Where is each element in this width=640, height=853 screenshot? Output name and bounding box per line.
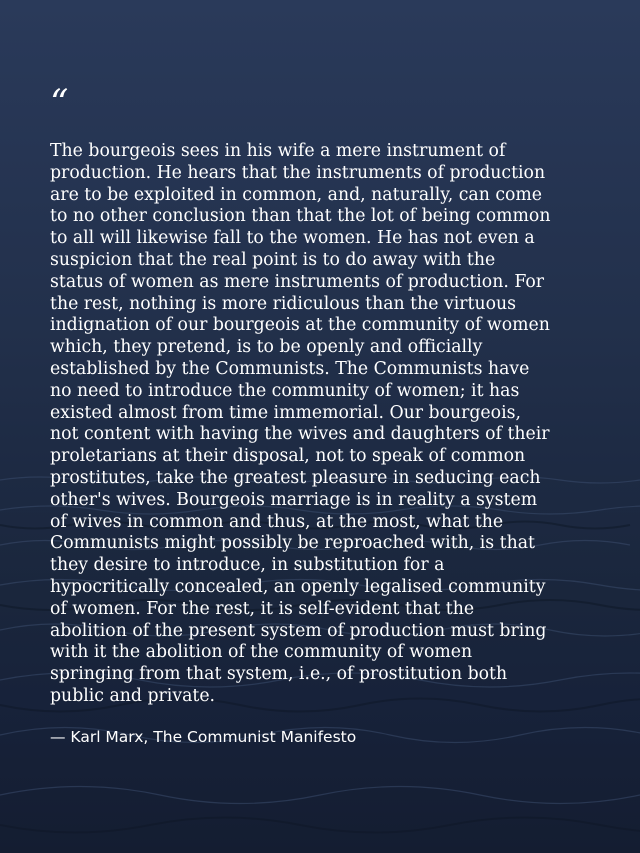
quote-text: The bourgeois sees in his wife a mere instrument of production. He hears that the instruments of production are to be exploited in common, and, naturally, can come to no other conclusion than that the lot of being common to all will likewise fall to the women. He has not even a suspicion that the real point is to do away with the status of women as mere instruments of production. For the rest, nothing is more ridiculous than the virtuous indignation of our bourgeois at the community of women which, they pretend, is to be openly and officially established by the Communists. The Communists have no need to introduce the community of women; it has existed almost from time immemorial. Our bourgeois, not content with having the wives and daughters of their proletarians at their disposal, not to speak of common prostitutes, take the greatest pleasure in seducing each other's wives. Bourgeois marriage is in reality a system of wives in common and thus, at the most, what the Communists might possibly be reproached with, is that they desire to introduce, in substitution for a hypocritically concealed, an openly legalised community of women. For the rest, it is self-evident that the abolition of the present system of production must bring with it the abolition of the community of women springing from that system, i.e., of prostitution both public and private. — [50, 141, 551, 706]
quote-attribution: — Karl Marx, The Communist Manifesto — [50, 728, 357, 746]
quotation-mark-icon: “ — [50, 83, 69, 124]
